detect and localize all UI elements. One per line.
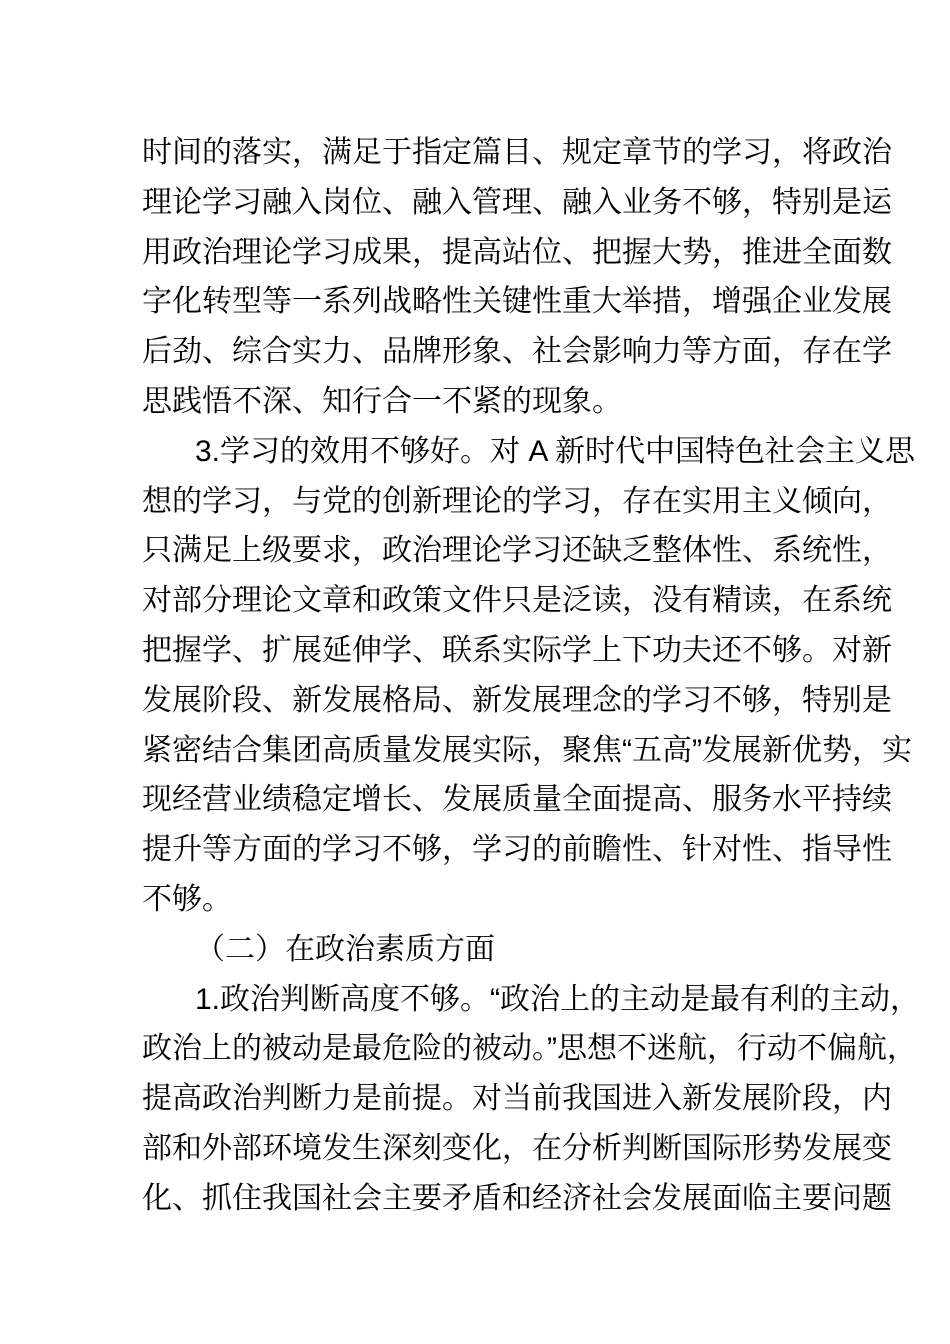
text-line: 理论学习融入岗位、融入管理、融入业务不够，特别是运 [142, 185, 892, 219]
heading-section-two-political-quality [142, 925, 805, 975]
text-line: 紧密结合集团高质量发展实际，聚焦“五高”发展新优势，实 [142, 733, 912, 767]
text-line: 把握学、扩展延伸学、联系实际学上下功夫还不够。对新 [142, 633, 892, 667]
text-line: 对部分理论文章和政策文件只是泛读，没有精读，在系统 [142, 584, 892, 618]
text-line: 后劲、综合实力、品牌形象、社会影响力等方面，存在学 [142, 335, 892, 369]
text-line: 政治上的被动是最危险的被动。”思想不迷航，行动不偏航， [142, 1032, 917, 1066]
text-line: 3.学习的效用不够好。对 A 新时代中国特色社会主义思 [195, 434, 916, 468]
text-line: 化、抓住我国社会主要矛盾和经济社会发展面临主要问题 [142, 1181, 892, 1215]
text-line: 思践悟不深、知行合一不紧的现象。 [142, 384, 622, 418]
document-body [142, 128, 921, 1224]
text-line: 发展阶段、新发展格局、新发展理念的学习不够，特别是 [142, 683, 892, 717]
text-line: 想的学习，与党的创新理论的学习，存在实用主义倾向， [142, 484, 892, 518]
text-line: 提高政治判断力是前提。对当前我国进入新发展阶段，内 [142, 1082, 892, 1116]
text-line: 提升等方面的学习不够，学习的前瞻性、针对性、指导性 [142, 833, 892, 867]
text-line: 1.政治判断高度不够。“政治上的主动是最有利的主动， [195, 982, 921, 1016]
text-line: 不够。 [142, 882, 232, 916]
text-line: （二）在政治素质方面 [195, 932, 495, 966]
text-line: 时间的落实，满足于指定篇目、规定章节的学习，将政治 [142, 136, 892, 169]
text-line: 字化转型等一系列战略性关键性重大举措，增强企业发展 [142, 285, 892, 319]
text-line: 现经营业绩稳定增长、发展质量全面提高、服务水平持续 [142, 783, 892, 817]
paragraph-3-learning-effectiveness [142, 427, 916, 925]
text-line: 用政治理论学习成果，提高站位、把握大势，推进全面数 [142, 235, 892, 269]
text-line: 部和外部环境发生深刻变化，在分析判断国际形势发展变 [142, 1131, 892, 1165]
paragraph-theory-study-continuation [142, 128, 892, 427]
paragraph-1-political-judgment [142, 975, 921, 1224]
text-line: 只满足上级要求，政治理论学习还缺乏整体性、系统性， [142, 534, 892, 568]
